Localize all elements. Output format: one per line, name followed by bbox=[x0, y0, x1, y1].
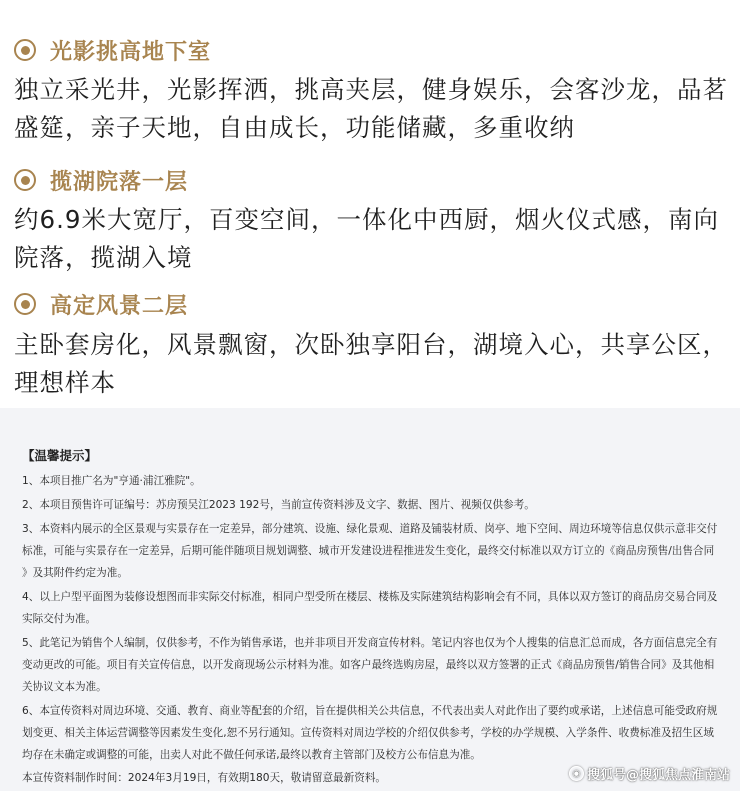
section-title: 揽湖院落一层 bbox=[50, 169, 189, 195]
target-bullet-icon bbox=[14, 293, 36, 315]
section-body-first-floor bbox=[14, 201, 728, 277]
notice-line: 本宣传资料制作时间：2024年3月19日，有效期180天，敬请留意最新资料。 bbox=[22, 772, 387, 784]
section-title: 高定风景二层 bbox=[50, 293, 189, 319]
body-line: 独立采光井，光影挥洒，挑高夹层，健身娱乐，会客沙龙，品茗 bbox=[14, 75, 728, 104]
notice-line: 划变更、相关主体运营调整等因素发生变化,恕不另行通知。宣传资料对周边学校的介绍仅供参考，学校的办学规模、入学条件、收费标准及招生区域 bbox=[22, 727, 714, 739]
section-body-second-floor bbox=[14, 326, 728, 402]
body-line: 盛筵，亲子天地，自由成长，功能储藏，多重收纳 bbox=[14, 113, 575, 142]
notice-line: 》及其附件约定为准。 bbox=[22, 567, 128, 579]
section-body-basement bbox=[14, 71, 728, 147]
notice-line: 关协议文本为准。 bbox=[22, 681, 107, 693]
section-heading-basement bbox=[14, 33, 211, 67]
section-title: 光影挑高地下室 bbox=[50, 39, 212, 65]
notice-line: 4、以上户型平面图为装修设想图而非实际交付标准，相同户型受所在楼层、楼栋及实际建筑结构影响会有不同，具体以双方签订的商品房交易合同及 bbox=[22, 591, 718, 603]
notice-line: 变动更改的可能。项目有关宣传信息，以开发商现场公示材料为准。如客户最终选购房屋，最终以双方签署的正式《商品房预售/销售合同》及其他相 bbox=[22, 659, 715, 671]
sohu-logo-icon: ◉ bbox=[569, 766, 584, 781]
body-line: 约6.9米大宽厅，百变空间，一体化中西厨，烟火仪式感，南向 bbox=[14, 205, 719, 234]
target-bullet-icon bbox=[14, 169, 36, 191]
body-line: 理想样本 bbox=[14, 368, 116, 397]
section-heading-first-floor bbox=[14, 163, 188, 197]
section-heading-second-floor bbox=[14, 287, 188, 321]
notice-line: 5、此笔记为销售个人编制，仅供参考，不作为销售承诺，也并非项目开发商宣传材料。笔记内容也仅为个人搜集的信息汇总而成，各方面信息完全有 bbox=[22, 637, 718, 649]
notice-line: 标准，可能与实景存在一定差异，后期可能伴随项目规划调整、城市开发建设进程推进发生变化，最终交付标准以双方订立的《商品房预售/出售合同 bbox=[22, 545, 715, 557]
notice-line: 均存在未确定或调整的可能，出卖人对此不做任何承诺,最终以教育主管部门及校方公布信息为准。 bbox=[22, 749, 481, 761]
notice-line: 6、本宣传资料对周边环境、交通、教育、商业等配套的介绍，旨在提供相关公共信息，不代表出卖人对此作出了要约或承诺，上述信息可能受政府规 bbox=[22, 705, 718, 717]
body-line: 院落，揽湖入境 bbox=[14, 243, 193, 272]
body-line: 主卧套房化，风景飘窗，次卧独享阳台，湖境入心，共享公区， bbox=[14, 330, 728, 359]
notice-panel bbox=[0, 408, 740, 791]
notice-line: 2、本项目预售许可证编号：苏房预吴江2023 192号，当前宣传资料涉及文字、数据、图片、视频仅供参考。 bbox=[22, 499, 535, 511]
notice-line: 实际交付为准。 bbox=[22, 613, 97, 625]
notice-title: 【温馨提示】 bbox=[22, 448, 98, 463]
notice-line: 3、本资料内展示的全区景观与实景存在一定差异，部分建筑、设施、绿化景观、道路及铺装材质、岗亭、地下空间、周边环境等信息仅供示意非交付 bbox=[22, 523, 718, 535]
target-bullet-icon bbox=[14, 39, 36, 61]
sohu-watermark bbox=[569, 764, 730, 783]
watermark-text: 搜狐号@搜狐焦点淮南站 bbox=[586, 768, 730, 783]
notice-line: 1、本项目推广名为"亨通·浦江雅院"。 bbox=[22, 475, 201, 487]
